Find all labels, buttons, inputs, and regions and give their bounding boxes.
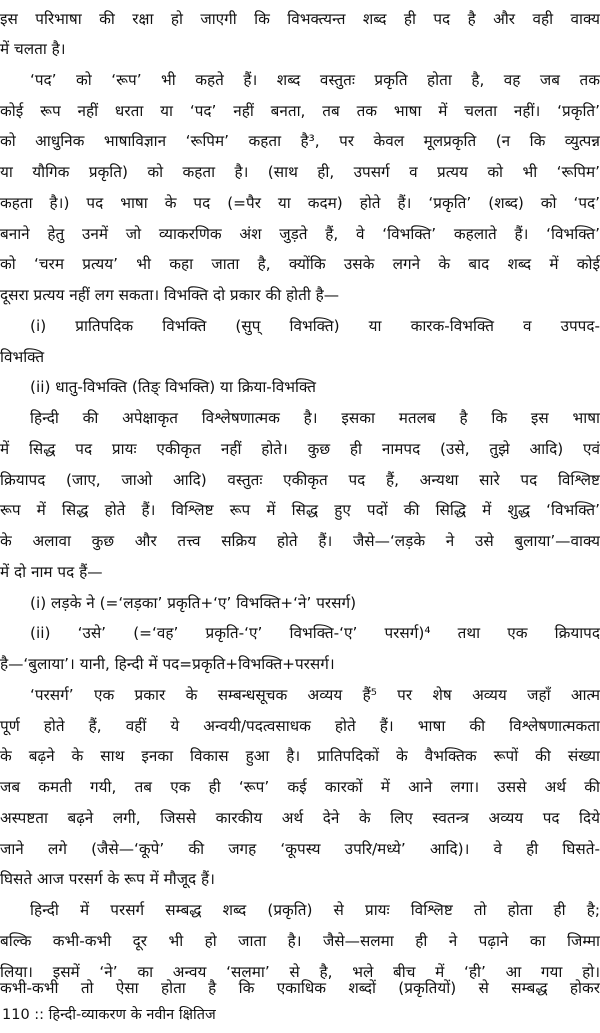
text-line: ‘पद’ को ‘रूप’ भी कहते हैं। शब्द वस्तुतः प्रकृति होता है, वह जब तक xyxy=(30,71,600,89)
text-line: दूसरा प्रत्यय नहीं लग सकता। विभक्ति दो प्रकार की होती है— xyxy=(0,286,340,304)
text-line: या यौगिक प्रकृति) को कहता है। (साथ ही, उपसर्ग व प्रत्यय को भी ‘रूपिम’ xyxy=(0,163,600,181)
text-line: में दो नाम पद हैं— xyxy=(0,563,103,581)
text-line: बनाने हेतु उनमें जो व्याकरणिक अंश जुड़ते हैं, वे ‘विभक्ति’ कहलाते हैं। ‘विभक्ति’ xyxy=(0,225,600,243)
list-item: (i) प्रातिपदिक विभक्ति (सुप् विभक्ति) या कारक-विभक्ति व उपपद- xyxy=(30,317,600,335)
text-line: कोई रूप नहीं धरता या ‘पद’ नहीं बनता, तब तक भाषा में चलता नहीं। ‘प्रकृति’ xyxy=(0,102,600,120)
text-line: के बढ़ने के साथ इनका विकास हुआ है। प्रातिपदिकों के वैभक्तिक रूपों की संख्या xyxy=(0,747,600,765)
text-line: जाने लगे (जैसे—‘कूपे’ की जगह ‘कूपस्य उपरि/मध्ये’ आदि)। वे ही घिसते- xyxy=(0,840,600,858)
text-line: जब कमती गयी, तब एक ही ‘रूप’ कई कारकों में आने लगा। उससे अर्थ की xyxy=(0,778,600,796)
text-line: के अलावा कुछ और तत्त्व सक्रिय होते हैं। जैसे—‘लड़के ने उसे बुलाया’—वाक्य xyxy=(0,532,600,550)
text-line: कभी-कभी तो ऐसा होता है कि एकाधिक शब्दों (प्रकृतियों) से सम्बद्ध होकर xyxy=(0,979,600,997)
text-line: लिया। इसमें ‘ने’ का अन्वय ‘सलमा’ से है, भले बीच में ‘ही’ आ गया हो। xyxy=(0,963,600,981)
text-line: घिसते आज परसर्ग के रूप में मौजूद हैं। xyxy=(0,870,215,888)
text-line: हिन्दी में परसर्ग सम्बद्ध शब्द (प्रकृति) से प्रायः विश्लिष्ट तो होता ही है; xyxy=(30,901,600,919)
text-line: में चलता है। xyxy=(0,40,66,58)
list-item: (ii) ‘उसे’ (=‘वह’ प्रकृति-‘ए’ विभक्ति-‘ए’ परसर्ग)⁴ तथा एक क्रियापद xyxy=(30,624,600,642)
text-line: बल्कि कभी-कभी दूर भी हो जाता है। जैसे—सलमा ही ने पढ़ाने का जिम्मा xyxy=(0,932,600,950)
page-footer: 110 :: हिन्दी-व्याकरण के नवीन क्षितिज xyxy=(2,1007,216,1023)
text-line: पूर्ण होते हैं, वहीं ये अन्वयी/पदत्वसाधक होते हैं। भाषा की विश्लेषणात्मकता xyxy=(0,717,600,735)
text-line: विभक्ति xyxy=(0,348,45,366)
text-line: कहता है।) पद भाषा के पद (=पैर या कदम) होते हैं। ‘प्रकृति’ (शब्द) को ‘पद’ xyxy=(0,194,600,212)
text-line: है—‘बुलाया’। यानी, हिन्दी में पद=प्रकृति+विभक्ति+परसर्ग। xyxy=(0,655,335,673)
list-item: (ii) धातु-विभक्ति (तिङ् विभक्ति) या क्रिया-विभक्ति xyxy=(30,378,316,396)
text-line: को आधुनिक भाषाविज्ञान ‘रूपिम’ कहता है³, पर केवल मूलप्रकृति (न कि व्युत्पन्न xyxy=(0,132,600,150)
text-line: को ‘चरम प्रत्यय’ भी कहा जाता है, क्योंकि उसके लगने के बाद शब्द में कोई xyxy=(0,255,600,273)
text-line: हिन्दी की अपेक्षाकृत विश्लेषणात्मक है। इसका मतलब है कि इस भाषा xyxy=(30,409,600,427)
text-line: ‘परसर्ग’ एक प्रकार के सम्बन्धसूचक अव्यय हैं⁵ पर शेष अव्यय जहाँ आत्म xyxy=(30,686,600,704)
text-line: इस परिभाषा की रक्षा हो जाएगी कि विभक्त्यन्त शब्द ही पद है और वही वाक्य xyxy=(0,10,600,28)
text-line: में सिद्ध पद प्रायः एकीकृत नहीं होते। कुछ ही नामपद (उसे, तुझे आदि) एवं xyxy=(0,440,600,458)
text-line: अस्पष्टता बढ़ने लगी, जिससे कारकीय अर्थ देने के लिए स्वतन्त्र अव्यय पद दिये xyxy=(0,809,600,827)
text-line: क्रियापद (जाए, जाओ आदि) वस्तुतः एकीकृत पद हैं, अन्यथा सारे पद विश्लिष्ट xyxy=(0,471,600,489)
text-line: रूप में सिद्ध होते हैं। विश्लिष्ट रूप में सिद्ध हुए पदों की सिद्धि में शुद्ध ‘विभक्ति’ xyxy=(0,501,600,519)
list-item: (i) लड़के ने (=‘लड़का’ प्रकृति+‘ए’ विभक्ति+‘ने’ परसर्ग) xyxy=(30,594,357,612)
